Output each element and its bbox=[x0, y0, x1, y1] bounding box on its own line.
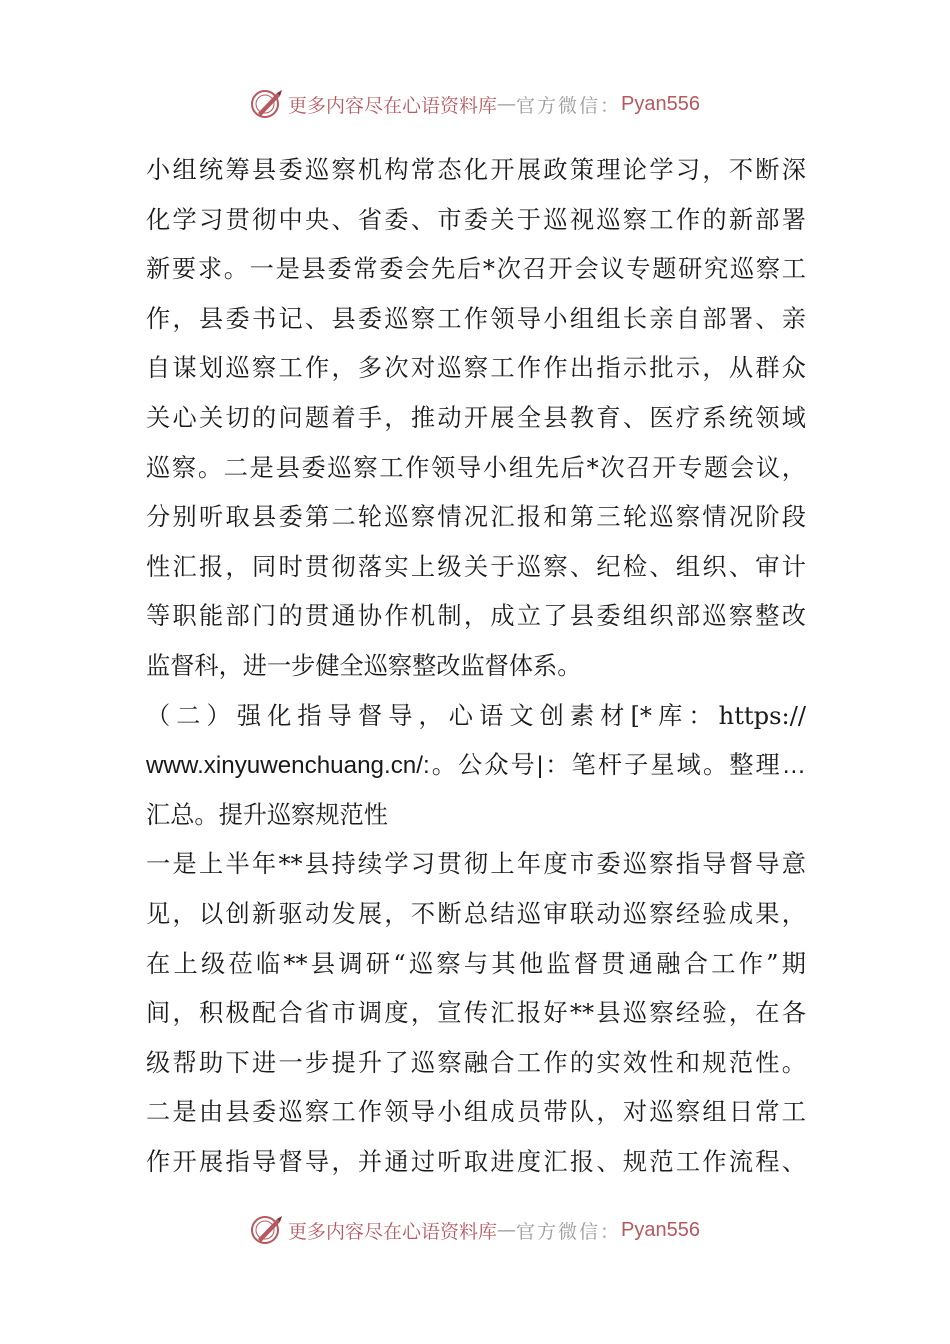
header-banner bbox=[0, 84, 950, 124]
body-line: 作，县委书记、县委巡察工作领导小组组长亲自部署、亲 bbox=[146, 304, 806, 333]
section-body-line: 二是由县委巡察工作领导小组成员带队，对巡察组日常工 bbox=[146, 1098, 806, 1127]
body-line: 巡察。二是县委巡察工作领导小组先后*次召开专题会议， bbox=[146, 453, 806, 482]
section-body-line: 作开展指导督导，并通过听取进度汇报、规范工作流程、 bbox=[146, 1147, 806, 1176]
section-body-line: 一是上半年**县持续学习贯彻上年度市委巡察指导督导意 bbox=[146, 850, 806, 879]
section-body-line: 见，以创新驱动发展，不断总结巡审联动巡察经验成果， bbox=[146, 899, 806, 928]
body-line: 化学习贯彻中央、省委、市委关于巡视巡察工作的新部署 bbox=[146, 205, 806, 234]
body-line: 小组统筹县委巡察机构常态化开展政策理论学习，不断深 bbox=[146, 156, 806, 184]
body-line: 性汇报，同时贯彻落实上级关于巡察、纪检、组织、审计 bbox=[146, 552, 806, 581]
banner-text: 更多内容尽在心语资料库 bbox=[288, 94, 498, 117]
quill-seal-icon bbox=[250, 1213, 284, 1247]
quill-seal-icon bbox=[250, 87, 284, 121]
wechat-label: 官方微信： bbox=[516, 1220, 622, 1243]
section-heading-line: （二）强化指导督导，心语文创素材[*库：https:// bbox=[146, 701, 806, 730]
wechat-id: Pyan556 bbox=[621, 1218, 700, 1241]
body-line: 分别听取县委第二轮巡察情况汇报和第三轮巡察情况阶段 bbox=[146, 503, 806, 532]
body-line: 自谋划巡察工作，多次对巡察工作作出指示批示，从群众 bbox=[146, 354, 806, 383]
section-body-line: 在上级莅临**县调研“巡察与其他监督贯通融合工作”期 bbox=[146, 949, 806, 978]
document-body bbox=[146, 146, 806, 1187]
body-line: 等职能部门的贯通协作机制，成立了县委组织部巡察整改 bbox=[146, 602, 806, 631]
section-heading-line: 汇总。提升巡察规范性 bbox=[146, 800, 388, 829]
banner-separator: — bbox=[497, 1219, 517, 1241]
footer-banner bbox=[0, 1210, 950, 1250]
section-heading-line: www.xinyuwenchuang.cn/:。公众号|：笔杆子星域。整理… bbox=[146, 752, 806, 780]
banner-text: 更多内容尽在心语资料库 bbox=[288, 1220, 498, 1243]
section-body-line: 间，积极配合省市调度，宣传汇报好**县巡察经验，在各 bbox=[146, 999, 806, 1028]
wechat-label: 官方微信： bbox=[516, 94, 622, 117]
body-line: 监督科，进一步健全巡察整改监督体系。 bbox=[146, 651, 582, 680]
banner-separator: — bbox=[497, 93, 517, 115]
body-line: 关心关切的问题着手，推动开展全县教育、医疗系统领域 bbox=[146, 403, 806, 432]
wechat-id: Pyan556 bbox=[621, 92, 700, 115]
section-body-line: 级帮助下进一步提升了巡察融合工作的实效性和规范性。 bbox=[146, 1048, 806, 1077]
body-line: 新要求。一是县委常委会先后*次召开会议专题研究巡察工 bbox=[146, 255, 806, 284]
